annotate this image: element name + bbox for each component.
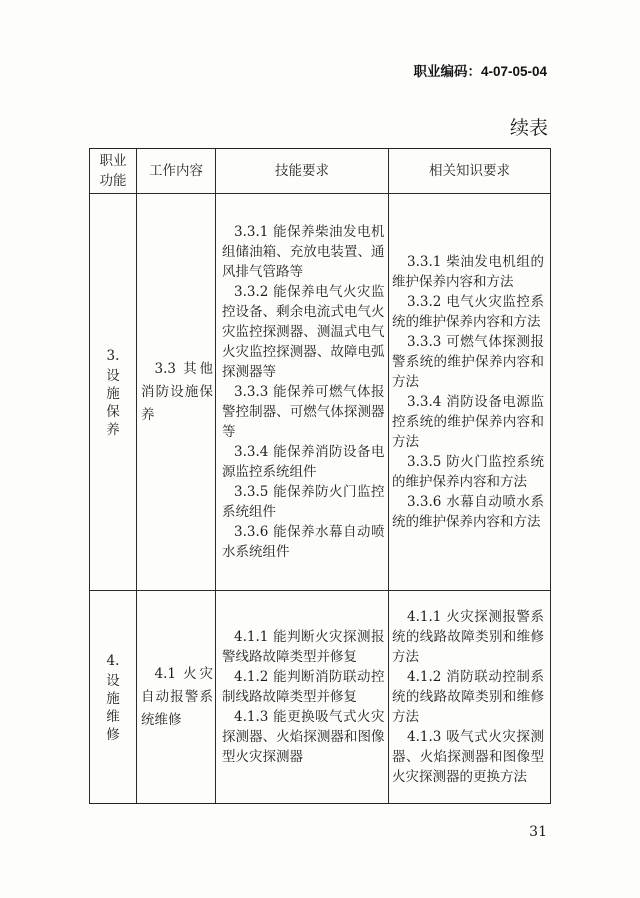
- work-content-cell: [137, 194, 216, 591]
- function-number: 3.: [106, 348, 120, 364]
- knowledge-item: 3.3.2 电气火灾监控系统的维护保养内容和方法: [392, 294, 544, 330]
- knowledge-item: 3.3.4 消防设备电源监控系统的维护保养内容和方法: [392, 394, 544, 450]
- skill-standard-table: [89, 148, 551, 804]
- knowledge-cell: [389, 591, 551, 804]
- function-cell: [90, 591, 137, 804]
- skill-item: 3.3.1 能保养柴油发电机组储油箱、充放电装置、通风排气管路等: [222, 224, 385, 280]
- occupation-code: 职业编码：4-07-05-04: [413, 64, 547, 79]
- skills-cell: [216, 591, 389, 804]
- work-content: 3.3 其他消防设施保养: [141, 360, 213, 423]
- skills-list: [222, 627, 385, 767]
- skill-item: 3.3.5 能保养防火门监控系统组件: [222, 484, 385, 520]
- table-header-row: [90, 149, 551, 194]
- knowledge-list: [392, 607, 544, 787]
- work-content-cell: [137, 591, 216, 804]
- skills-list: [222, 222, 385, 562]
- table-row: [90, 591, 551, 804]
- column-header-work-content: 工作内容: [137, 149, 216, 194]
- column-header-knowledge: 相关知识要求: [389, 149, 551, 194]
- skills-cell: [216, 194, 389, 591]
- column-header-function: [90, 149, 137, 194]
- knowledge-item: 3.3.1 柴油发电机组的维护保养内容和方法: [392, 254, 544, 290]
- function-name: 设施维修: [106, 673, 120, 743]
- knowledge-item: 3.3.6 水幕自动喷水系统的维护保养内容和方法: [392, 494, 544, 530]
- function-name: 设施保养: [106, 368, 120, 438]
- table-header: [90, 149, 551, 194]
- function-cell: [90, 194, 137, 591]
- continued-table-label: 续表: [509, 117, 548, 139]
- knowledge-list: [392, 252, 544, 532]
- skill-item: 3.3.6 能保养水幕自动喷水系统组件: [222, 524, 385, 560]
- function-number: 4.: [106, 653, 120, 669]
- knowledge-item: 4.1.2 消防联动控制系统的线路故障类别和维修方法: [392, 669, 544, 725]
- page-number: 31: [529, 824, 547, 840]
- skill-item: 3.3.3 能保养可燃气体报警控制器、可燃气体探测器等: [222, 384, 385, 440]
- work-content: 4.1 火灾自动报警系统维修: [141, 665, 213, 728]
- column-header-function-label: 职业功能: [99, 153, 127, 189]
- knowledge-item: 4.1.3 吸气式火灾探测器、火焰探测器和图像型火灾探测器的更换方法: [392, 729, 544, 785]
- skill-item: 4.1.2 能判断消防联动控制线路故障类型并修复: [222, 669, 385, 705]
- knowledge-item: 3.3.3 可燃气体探测报警系统的维护保养内容和方法: [392, 334, 544, 390]
- table-row: [90, 194, 551, 591]
- knowledge-item: 4.1.1 火灾探测报警系统的线路故障类别和维修方法: [392, 609, 544, 665]
- skill-item: 3.3.4 能保养消防设备电源监控系统组件: [222, 444, 385, 480]
- skill-item: 3.3.2 能保养电气火灾监控设备、剩余电流式电气火灾监控探测器、测温式电气火灾监控探测器、故障电弧探测器等: [222, 284, 385, 380]
- skill-item: 4.1.1 能判断火灾探测报警线路故障类型并修复: [222, 629, 385, 665]
- skill-item: 4.1.3 能更换吸气式火灾探测器、火焰探测器和图像型火灾探测器: [222, 709, 385, 765]
- table-body: [90, 194, 551, 804]
- knowledge-cell: [389, 194, 551, 591]
- knowledge-item: 3.3.5 防火门监控系统的维护保养内容和方法: [392, 454, 544, 490]
- column-header-skills: 技能要求: [216, 149, 389, 194]
